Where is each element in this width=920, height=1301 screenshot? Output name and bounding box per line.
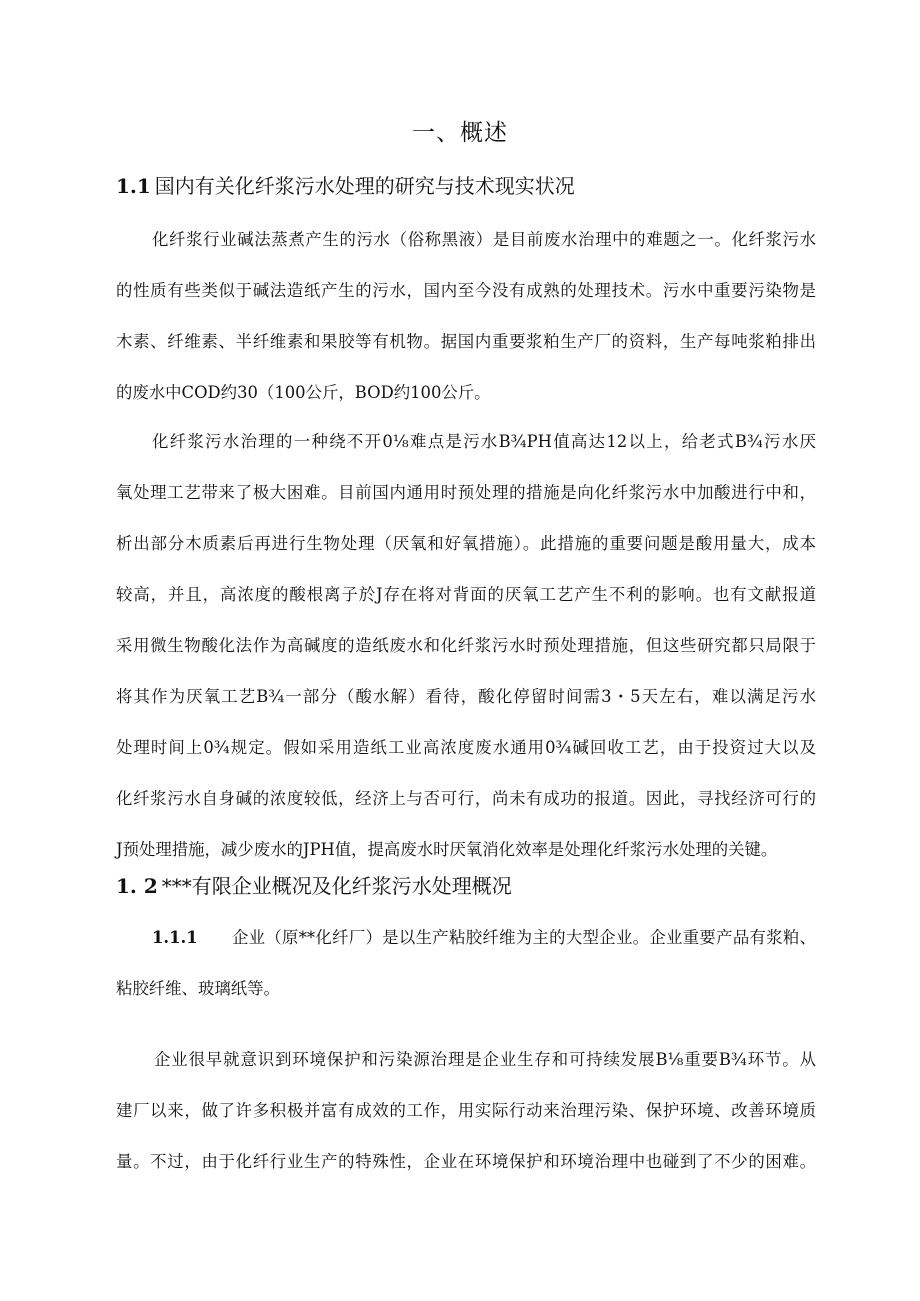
paragraph-2	[116, 416, 816, 875]
paragraph-3	[116, 1034, 816, 1187]
subsection-text: 企业（原**化纤厂）是以生产粘胶纤维为主的大型企业。企业重要产品有浆粕、	[231, 928, 816, 947]
paragraph-line: 将其作为厌氧工艺B¾一部分（酸水解）看待，酸化停留时间需3・5天左右，难以满足污水	[116, 687, 816, 706]
paragraph-line: 化纤浆行业碱法蒸煮产生的污水（俗称黑液）是目前废水治理中的难题之一。化纤浆污水	[152, 230, 816, 249]
paragraph-line: 采用微生物酸化法作为高碱度的造纸废水和化纤浆污水时预处理措施，但这些研究都只局限于	[116, 636, 816, 655]
paragraph-line: J预处理措施，减少废水的JPH值，提高废水时厌氧消化效率是处理化纤浆污水处理的关键。	[116, 840, 778, 859]
paragraph-line: 量。不过，由于化纤行业生产的特殊性，企业在环境保护和环境治理中也碰到了不少的困难。	[116, 1152, 816, 1171]
section-number: 1. 2	[116, 874, 158, 898]
paragraph-line	[116, 912, 816, 963]
paragraph-line: 木素、纤维素、半纤维素和果胶等有机物。据国内重要浆粕生产厂的资料，生产每吨浆粕排出	[116, 332, 816, 351]
section-title: ***有限企业概况及化纤浆污水处理概况	[161, 874, 512, 898]
section-heading-1-1	[116, 170, 575, 199]
paragraph-line: 的废水中COD约30（100公斤，BOD约100公斤。	[116, 383, 491, 402]
section-title: 国内有关化纤浆污水处理的研究与技术现实状况	[154, 174, 575, 198]
paragraph-line: 氧处理工艺带来了极大困难。目前国内通用时预处理的措施是向化纤浆污水中加酸进行中和，	[116, 483, 816, 502]
paragraph-1-1-1	[116, 912, 816, 1014]
paragraph-line: 处理时间上0¾规定。假如采用造纸工业高浓度废水通用0¾碱回收工艺，由于投资过大以及	[116, 738, 816, 757]
paragraph-line: 企业很早就意识到环境保护和污染源治理是企业生存和可持续发展B⅛重要B¾环节。从	[154, 1050, 816, 1069]
paragraph-line: 化纤浆污水自身碱的浓度较低，经济上与否可行，尚未有成功的报道。因此，寻找经济可行的	[116, 789, 816, 808]
paragraph-line: 析出部分木质素后再进行生物处理（厌氧和好氧措施）。此措施的重要问题是酸用量大，成本	[116, 534, 816, 553]
paragraph-line: 化纤浆污水治理的一种绕不开0⅛难点是污水B¾PH值高达12以上，给老式B¾污水厌	[152, 432, 816, 451]
section-number: 1.1	[116, 174, 151, 198]
subsection-number: 1.1.1	[152, 928, 198, 947]
paragraph-line: 粘胶纤维、玻璃纸等。	[116, 979, 280, 998]
paragraph-line: 的性质有些类似于碱法造纸产生的污水，国内至今没有成熟的处理技术。污水中重要污染物是	[116, 281, 816, 300]
section-heading-1-2	[116, 870, 512, 899]
paragraph-line: 较高，并且，高浓度的酸根离子於J存在将对背面的厌氧工艺产生不利的影响。也有文献报道	[116, 585, 816, 604]
paragraph-1	[116, 214, 816, 418]
paragraph-line: 建厂以来，做了许多积极并富有成效的工作，用实际行动来治理污染、保护环境、改善环境质	[116, 1101, 816, 1120]
page-title: 一、概述	[412, 120, 508, 146]
